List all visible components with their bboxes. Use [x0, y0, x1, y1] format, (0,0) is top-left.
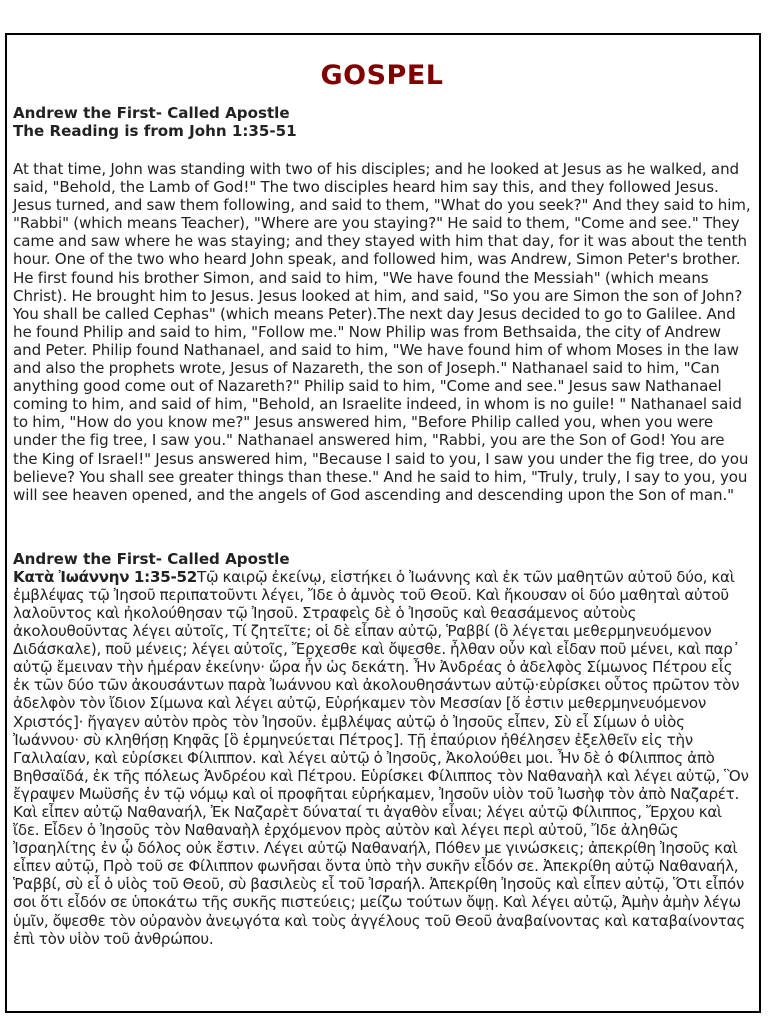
greek-gospel-text: Τῷ καιρῷ ἐκείνῳ, εἱστήκει ὁ Ἰωάννης καὶ ἐκ τῶν μαθητῶν αὐτοῦ δύο, καὶ ἐμβλέψας τῷ Ἰησοῦ περιπατοῦντι λέγει, Ἴδε ὁ ἀμνὸς τοῦ Θεοῦ. Καὶ ἤκουσαν οἱ δύο μαθηταὶ αὐτοῦ λαλοῦντος καὶ ἠκολούθησαν τῷ Ἰησοῦ. Στραφεὶς δὲ ὁ Ἰησοῦς καὶ θεασάμενος αὐτοὺς ἀκολουθοῦντας λέγει αὐτοῖς, Τί ζητεῖτε; οἱ δὲ εἶπαν αὐτῷ, Ῥαββί (ὃ λέγεται μεθερμηνευόμενον Διδάσκαλε), ποῦ μένεις; λέγει αὐτοῖς, Ἔρχεσθε καὶ ὄψεσθε. ἦλθαν οὖν καὶ εἶδαν ποῦ μένει, καὶ παρ᾽ αὐτῷ ἔμειναν τὴν ἡμέραν ἐκείνην· ὥρα ἦν ὡς δεκάτη. Ἦν Ἀνδρέας ὁ ἀδελφὸς Σίμωνος Πέτρου εἷς ἐκ τῶν δύο τῶν ἀκουσάντων παρὰ Ἰωάννου καὶ ἀκολουθησάντων αὐτῷ·εὑρίσκει οὗτος πρῶτον τὸν ἀδελφὸν τὸν ἴδιον Σίμωνα καὶ λέγει αὐτῷ, Εὑρήκαμεν τὸν Μεσσίαν [ὅ ἐστιν μεθερμηνευόμενον Χριστός]· ἤγαγεν αὐτὸν πρὸς τὸν Ἰησοῦν. ἐμβλέψας αὐτῷ ὁ Ἰησοῦς εἶπεν, Σὺ εἶ Σίμων ὁ υἱὸς Ἰωάννου· σὺ κληθήσῃ Κηφᾶς [ὃ ἑρμηνεύεται Πέτρος]. Τῇ ἐπαύριον ἠθέλησεν ἐξελθεῖν εἰς τὴν Γαλιλαίαν, καὶ εὑρίσκει Φίλιππον. καὶ λέγει αὐτῷ ὁ Ἰησοῦς, Ἀκολούθει μοι. Ἦν δὲ ὁ Φίλιππος ἀπὸ Βηθσαϊδά, ἐκ τῆς πόλεως Ἀνδρέου καὶ Πέτρου. Εὑρίσκει Φίλιππος τὸν Ναθαναὴλ καὶ λέγει αὐτῷ, Ὃν ἔγραψεν Μωϋσῆς ἐν τῷ νόμῳ καὶ οἱ προφῆται εὑρήκαμεν, Ἰησοῦν υἱὸν τοῦ Ἰωσὴφ τὸν ἀπὸ Ναζαρέτ. Καὶ εἶπεν αὐτῷ Ναθαναήλ, Ἐκ Ναζαρὲτ δύναταί τι ἀγαθὸν εἶναι; λέγει αὐτῷ Φίλιππος, Ἔρχου καὶ ἴδε. Εἶδεν ὁ Ἰησοῦς τὸν Ναθαναὴλ ἐρχόμενον πρὸς αὐτὸν καὶ λέγει περὶ αὐτοῦ, Ἴδε ἀληθῶς Ἰσραηλίτης ἐν ᾧ δόλος οὐκ ἔστιν. Λέγει αὐτῷ Ναθαναήλ, Πόθεν με γινώσκεις; ἀπεκρίθη Ἰησοῦς καὶ εἶπεν αὐτῷ, Πρὸ τοῦ σε Φίλιππον φωνῆσαι ὄντα ὑπὸ τὴν συκῆν εἶδόν σε. Ἀπεκρίθη αὐτῷ Ναθαναήλ, Ῥαββί, σὺ εἶ ὁ υἱὸς τοῦ Θεοῦ, σὺ βασιλεὺς εἶ τοῦ Ἰσραήλ. Ἀπεκρίθη Ἰησοῦς καὶ εἶπεν αὐτῷ, Ὅτι εἶπόν σοι ὅτι εἶδόν σε ὑποκάτω τῆς συκῆς πιστεύεις; μείζω τούτων ὄψῃ. Καὶ λέγει αὐτῷ, Ἀμὴν ἀμὴν λέγω ὑμῖν, ὄψεσθε τὸν οὐρανὸν ἀνεῳγότα καὶ τοὺς ἀγγέλους τοῦ Θεοῦ ἀναβαίνοντας καὶ καταβαίνοντας ἐπὶ τὸν υἱὸν τοῦ ἀνθρώπου. — [13, 567, 749, 948]
english-gospel-text: At that time, John was standing with two of his disciples; and he looked at Jesus as he walked, and said, "Behold, the Lamb of God!" The two disciples heard him say this, and they followed Jesus. Jesus turned, and saw them following, and said to them, "What do you seek?" And they said to him, "Rabbi" (which means Teacher), "Where are you staying?" He said to them, "Come and see." They came and saw where he was staying; and they stayed with him that day, for it was about the tenth hour. One of the two who heard John speak, and followed him, was Andrew, Simon Peter's brother. He first found his brother Simon, and said to him, "We have found the Messiah" (which means Christ). He brought him to Jesus. Jesus looked at him, and said, "So you are Simon the son of John? You shall be called Cephas" (which means Peter).The next day Jesus decided to go to Galilee. And he found Philip and said to him, "Follow me." Now Philip was from Bethsaida, the city of Andrew and Peter. Philip found Nathanael, and said to him, "We have found him of whom Moses in the law and also the prophets wrote, Jesus of Nazareth, the son of Joseph." Nathanael said to him, "Can anything good come out of Nazareth?" Philip said to him, "Come and see." Jesus saw Nathanael coming to him, and said of him, "Behold, an Israelite indeed, in whom is no guile! " Nathanael said to him, "How do you know me?" Jesus answered him, "Before Philip called you, when you were under the fig tree, I saw you." Nathanael answered him, "Rabbi, you are the Son of God! You are the King of Israel!" Jesus answered him, "Because I said to you, I saw you under the fig tree, do you believe? You shall see greater things than these." And he said to him, "Truly, truly, I say to you, you will see heaven opened, and the angels of God ascending and descending upon the Son of man." — [13, 160, 751, 504]
reading-frame — [5, 33, 761, 1013]
greek-reference: Κατὰ Ἰωάννην 1:35-52 — [13, 567, 197, 586]
greek-heading-feast: Andrew the First- Called Apostle — [13, 549, 290, 568]
reading-content — [7, 59, 759, 948]
english-heading-reference: The Reading is from John 1:35-51 — [13, 122, 297, 140]
greek-gospel-paragraph — [13, 568, 751, 948]
english-heading-feast: Andrew the First- Called Apostle — [13, 104, 290, 122]
page-title: GOSPEL — [320, 60, 444, 91]
english-heading — [13, 104, 751, 140]
